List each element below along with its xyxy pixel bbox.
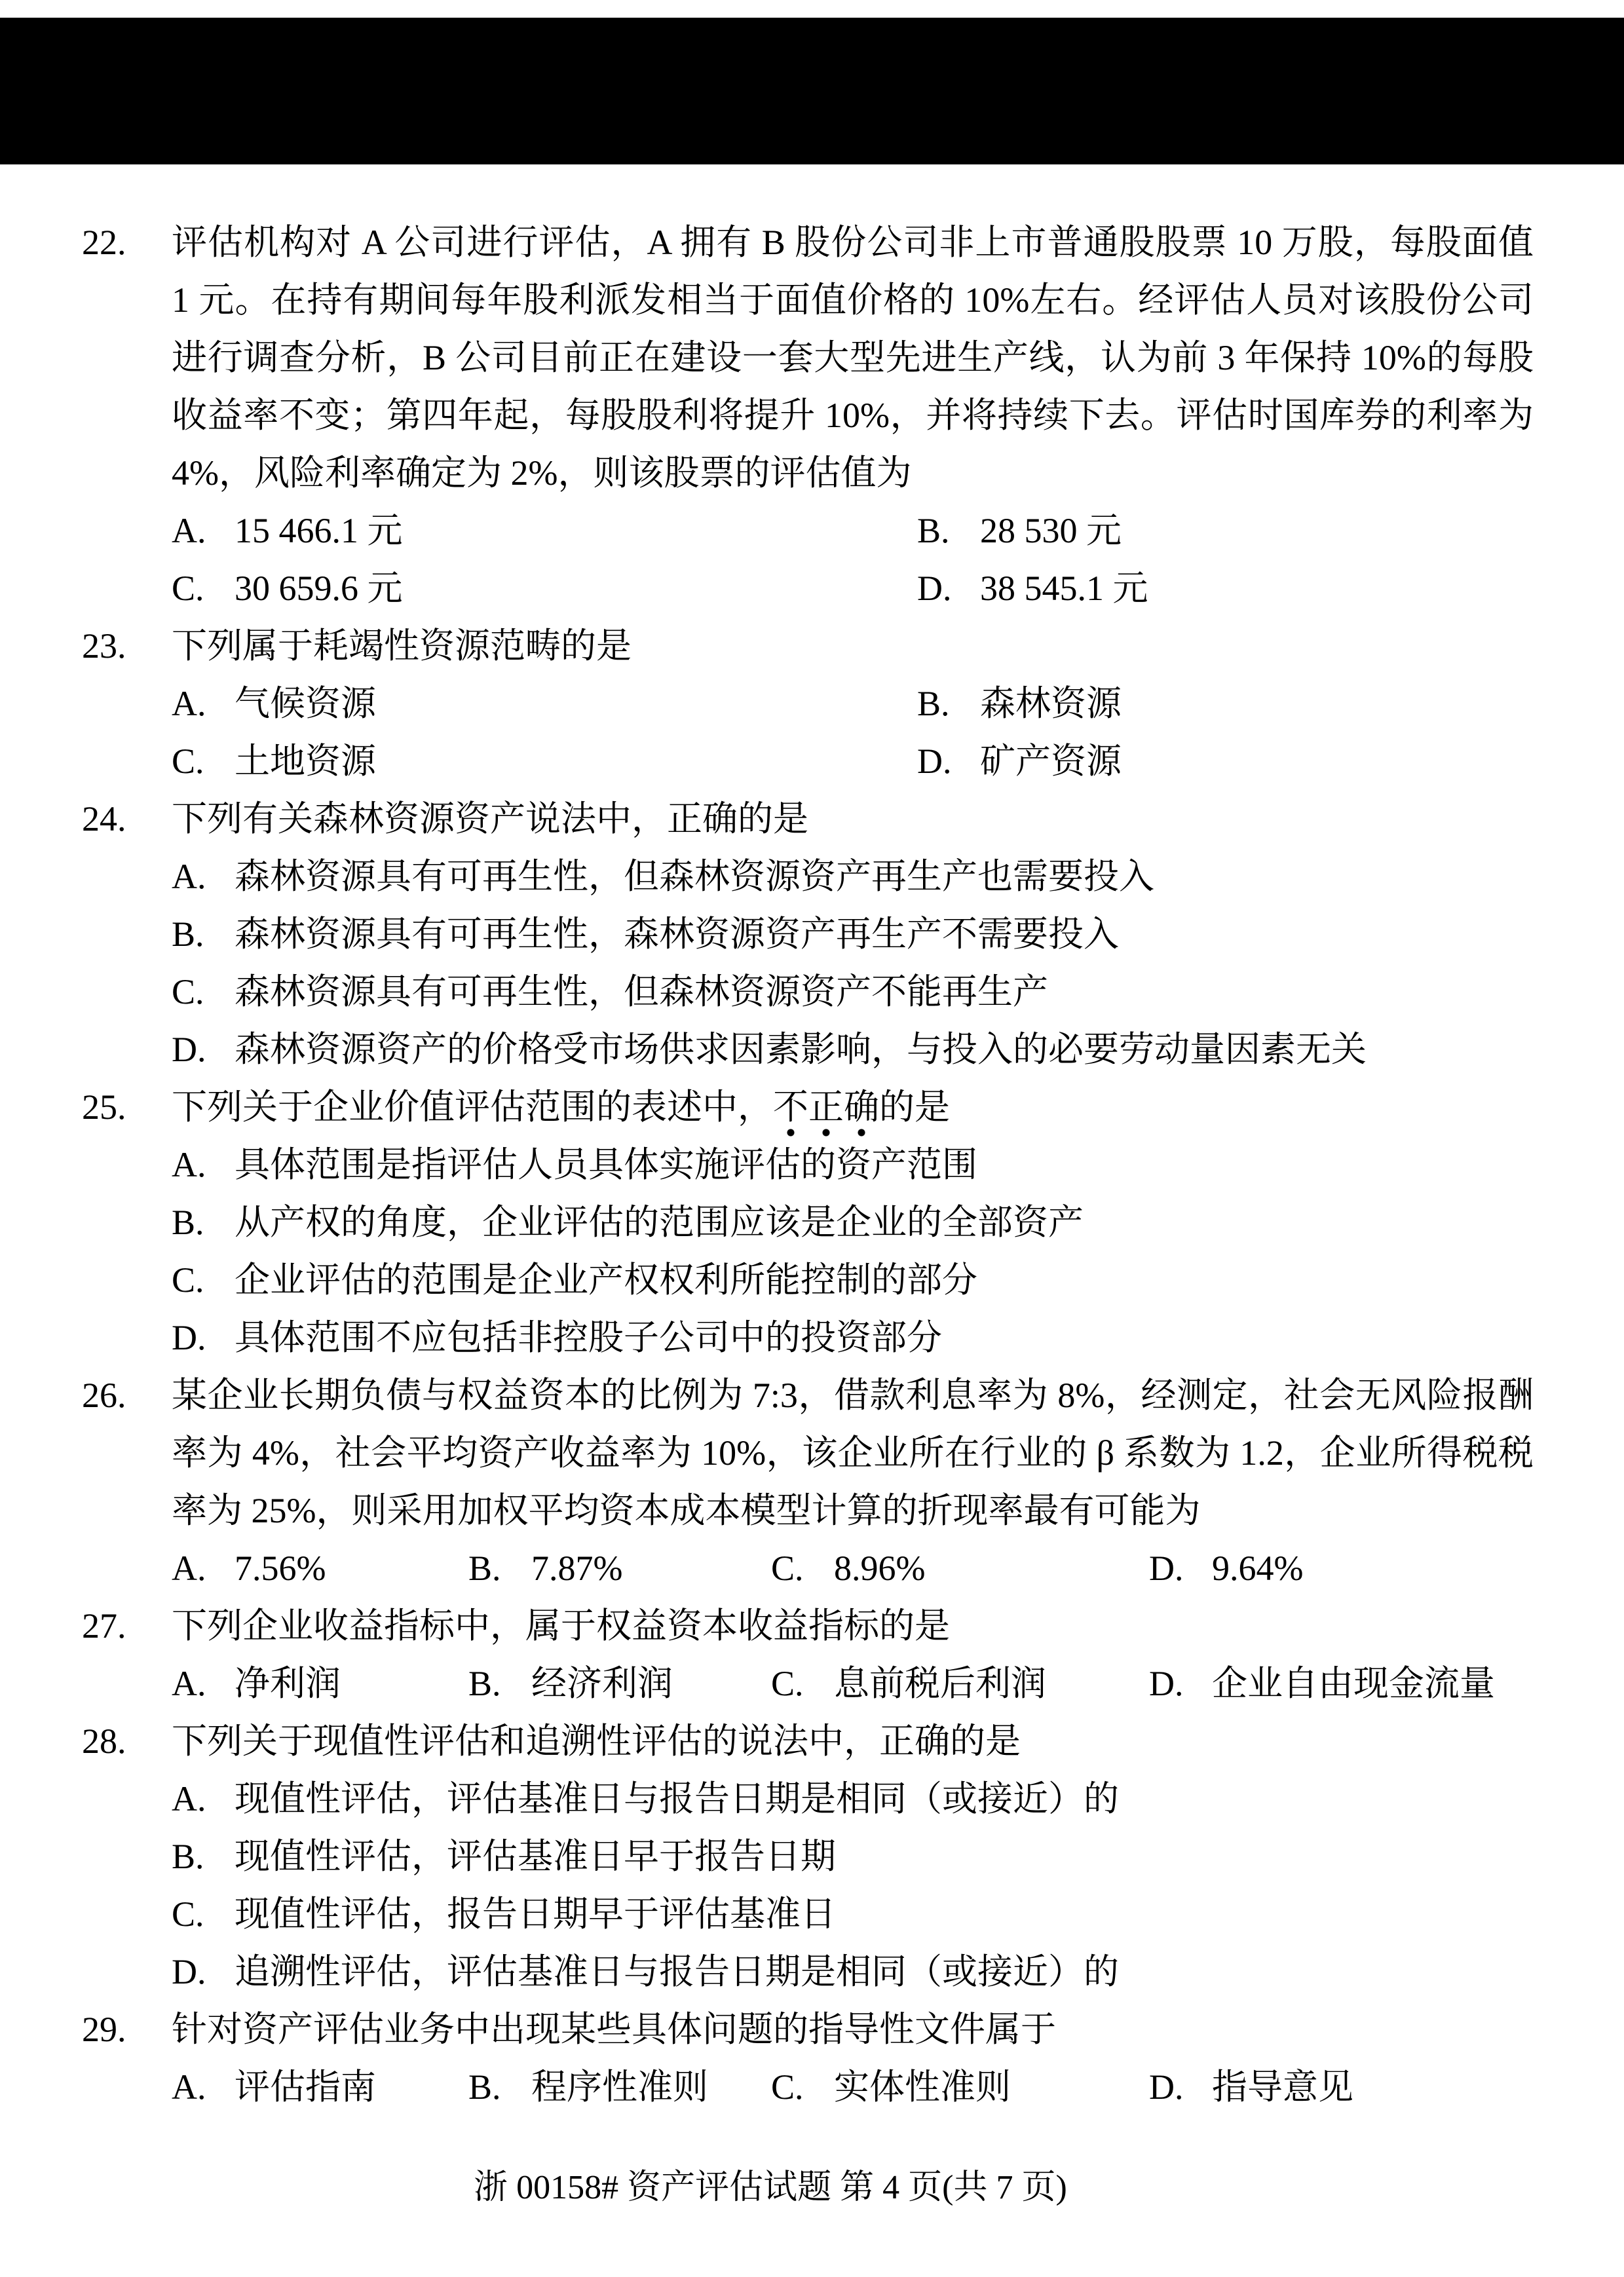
question-text: 下列企业收益指标中，属于权益资本收益指标的是: [172, 1606, 950, 1646]
option-label: C.: [172, 972, 204, 1011]
option-label: D.: [172, 1030, 206, 1069]
option-label: D.: [1149, 2067, 1184, 2107]
question-row: [82, 1366, 1534, 1539]
option-label: D.: [172, 1318, 206, 1357]
question-23-option-A: [172, 675, 917, 732]
question-text: 下列关于企业价值评估范围的表述中，不正确的是: [172, 1078, 1534, 1136]
option-label: A.: [172, 1779, 206, 1818]
questions-list: [82, 214, 1534, 2116]
question-24: [82, 790, 1534, 1078]
option-label: A.: [172, 1549, 206, 1588]
question-number: 22.: [82, 223, 126, 262]
option-text: 追溯性评估，评估基准日与报告日期是相同（或接近）的: [235, 1952, 1119, 1991]
question-22-option-A: [172, 502, 917, 559]
option-label: D.: [1149, 1664, 1184, 1703]
option-label: C.: [172, 742, 204, 781]
question-text: 下列有关森林资源资产说法中，正确的是: [172, 799, 808, 838]
option-text: 8.96%: [834, 1549, 926, 1588]
question-26-option-B: [468, 1539, 771, 1597]
question-24-option-B: [172, 905, 1534, 963]
option-label: B.: [468, 2067, 501, 2107]
question-24-options: [172, 848, 1534, 1078]
question-number: 26.: [82, 1376, 126, 1415]
option-label: A.: [172, 511, 206, 550]
question-27-option-B: [468, 1655, 771, 1712]
question-23-option-C: [172, 732, 917, 790]
question-22: [82, 214, 1534, 617]
option-label: C.: [771, 1549, 804, 1588]
question-number: 29.: [82, 2010, 126, 2049]
option-label: C.: [172, 1894, 204, 1934]
option-text: 实体性准则: [834, 2067, 1011, 2107]
emphasized-text: 不正确: [773, 1087, 879, 1138]
question-29: [82, 2001, 1534, 2116]
question-24-option-A: [172, 848, 1534, 905]
question-23-option-B: [917, 675, 1122, 732]
option-label: C.: [771, 2067, 804, 2107]
question-24-option-C: [172, 963, 1534, 1021]
option-text: 程序性准则: [531, 2067, 708, 2107]
option-text: 森林资源具有可再生性，森林资源资产再生产不需要投入: [235, 914, 1119, 954]
footer-text: 浙 00158# 资产评估试题 第 4 页(共 7 页): [474, 2169, 1067, 2206]
option-text: 15 466.1 元: [235, 511, 403, 550]
question-27: [82, 1597, 1534, 1712]
option-text: 森林资源具有可再生性，但森林资源资产不能再生产: [235, 972, 1048, 1011]
option-text: 经济利润: [531, 1664, 673, 1703]
option-label: B.: [172, 914, 204, 954]
option-label: B.: [917, 511, 950, 550]
option-text: 矿产资源: [980, 742, 1122, 781]
question-row: [82, 214, 1534, 502]
option-text: 具体范围不应包括非控股子公司中的投资部分: [235, 1318, 942, 1357]
question-text: 下列关于现值性评估和追溯性评估的说法中，正确的是: [172, 1722, 1021, 1761]
option-text: 土地资源: [235, 742, 376, 781]
question-28-option-A: [172, 1770, 1534, 1828]
option-label: A.: [172, 2067, 206, 2107]
question-number: 23.: [82, 626, 126, 666]
question-23-options: [172, 675, 1534, 790]
option-text: 现值性评估，评估基准日与报告日期是相同（或接近）的: [235, 1779, 1119, 1818]
question-27-option-A: [172, 1655, 468, 1712]
question-text: 针对资产评估业务中出现某些具体问题的指导性文件属于: [172, 2010, 1056, 2049]
question-28: [82, 1712, 1534, 2001]
question-text: 下列属于耗竭性资源范畴的是: [172, 626, 632, 666]
question-22-option-C: [172, 559, 917, 617]
option-text: 具体范围是指评估人员具体实施评估的资产范围: [235, 1145, 977, 1184]
option-label: C.: [172, 569, 204, 608]
question-25-options: [172, 1136, 1534, 1366]
question-27-options: [172, 1655, 1534, 1712]
option-label: D.: [172, 1952, 206, 1991]
option-text: 现值性评估，评估基准日早于报告日期: [235, 1837, 836, 1876]
option-label: A.: [172, 857, 206, 896]
question-text: 某企业长期负债与权益资本的比例为 7:3，借款利息率为 8%，经测定，社会无风险报酬率为 4%，社会平均资产收益率为 10%，该企业所在行业的 β 系数为 1.2，企业所得税税率为 25%，则采用加权平均资本成本模型计算的折现率最有可能为: [172, 1376, 1534, 1530]
option-label: B.: [468, 1549, 501, 1588]
question-22-options: [172, 502, 1534, 617]
question-25: [82, 1078, 1534, 1366]
question-28-option-B: [172, 1828, 1534, 1885]
option-text: 从产权的角度，企业评估的范围应该是企业的全部资产: [235, 1203, 1084, 1242]
question-row: [82, 1597, 1534, 1655]
question-number: 27.: [82, 1606, 126, 1646]
question-25-option-A: [172, 1136, 1534, 1194]
option-text: 38 545.1 元: [980, 569, 1148, 608]
option-label: A.: [172, 684, 206, 723]
option-label: B.: [468, 1664, 501, 1703]
question-row: [82, 1712, 1534, 1770]
option-label: A.: [172, 1664, 206, 1703]
option-text: 指导意见: [1212, 2067, 1353, 2107]
question-27-option-D: [1149, 1655, 1495, 1712]
option-text: 森林资源资产的价格受市场供求因素影响，与投入的必要劳动量因素无关: [235, 1030, 1367, 1069]
option-text: 森林资源: [980, 684, 1122, 723]
option-label: D.: [917, 569, 952, 608]
question-row: [82, 1078, 1534, 1136]
question-25-option-B: [172, 1194, 1534, 1251]
question-26-option-C: [771, 1539, 1149, 1597]
question-row: [82, 790, 1534, 848]
option-label: B.: [917, 684, 950, 723]
option-text: 28 530 元: [980, 511, 1122, 550]
option-label: D.: [917, 742, 952, 781]
question-24-option-D: [172, 1021, 1534, 1078]
question-22-option-D: [917, 559, 1148, 617]
option-label: A.: [172, 1145, 206, 1184]
option-text: 9.64%: [1212, 1549, 1304, 1588]
question-27-option-C: [771, 1655, 1149, 1712]
question-25-option-C: [172, 1251, 1534, 1309]
question-29-option-D: [1149, 2058, 1353, 2116]
question-25-option-D: [172, 1309, 1534, 1366]
question-26-options: [172, 1539, 1534, 1597]
question-number: 24.: [82, 799, 126, 838]
question-26-option-A: [172, 1539, 468, 1597]
question-22-option-B: [917, 502, 1148, 559]
question-29-option-C: [771, 2058, 1149, 2116]
question-number: 28.: [82, 1722, 126, 1761]
option-text: 30 659.6 元: [235, 569, 403, 608]
scan-artifact-black-bar: [0, 18, 1624, 164]
question-28-options: [172, 1770, 1534, 2001]
question-29-option-A: [172, 2058, 468, 2116]
question-23: [82, 617, 1534, 790]
option-text: 息前税后利润: [834, 1664, 1046, 1703]
option-text: 气候资源: [235, 684, 376, 723]
option-text: 评估指南: [235, 2067, 376, 2107]
question-29-option-B: [468, 2058, 771, 2116]
option-text: 7.87%: [531, 1549, 623, 1588]
option-label: B.: [172, 1203, 204, 1242]
question-28-option-C: [172, 1885, 1534, 1943]
option-label: D.: [1149, 1549, 1184, 1588]
question-number: 25.: [82, 1087, 126, 1127]
option-text: 现值性评估，报告日期早于评估基准日: [235, 1894, 836, 1934]
option-text: 7.56%: [235, 1549, 326, 1588]
option-text: 森林资源具有可再生性，但森林资源资产再生产也需要投入: [235, 857, 1154, 896]
option-text: 净利润: [235, 1664, 341, 1703]
question-28-option-D: [172, 1943, 1534, 2001]
question-text: 评估机构对 A 公司进行评估，A 拥有 B 股份公司非上市普通股股票 10 万股，每股面值 1 元。在持有期间每年股利派发相当于面值价格的 10%左右。经评估人员对该股份公司进行调查分析，B 公司目前正在建设一套大型先进生产线，认为前 3 年保持 10%的每股收益率不变；第四年起，每股股利将提升 10%，并将持续下去。评估时国库券的利率为 4%，风险利率确定为 2%，则该股票的评估值为: [172, 223, 1534, 493]
page-footer: [0, 2168, 1541, 2208]
option-label: C.: [172, 1260, 204, 1300]
option-text: 企业评估的范围是企业产权权利所能控制的部分: [235, 1260, 977, 1300]
option-label: C.: [771, 1664, 804, 1703]
option-label: B.: [172, 1837, 204, 1876]
question-29-options: [172, 2058, 1534, 2116]
question-row: [82, 2001, 1534, 2058]
question-26: [82, 1366, 1534, 1597]
question-row: [82, 617, 1534, 675]
question-23-option-D: [917, 732, 1122, 790]
question-26-option-D: [1149, 1539, 1303, 1597]
option-text: 企业自由现金流量: [1212, 1664, 1495, 1703]
